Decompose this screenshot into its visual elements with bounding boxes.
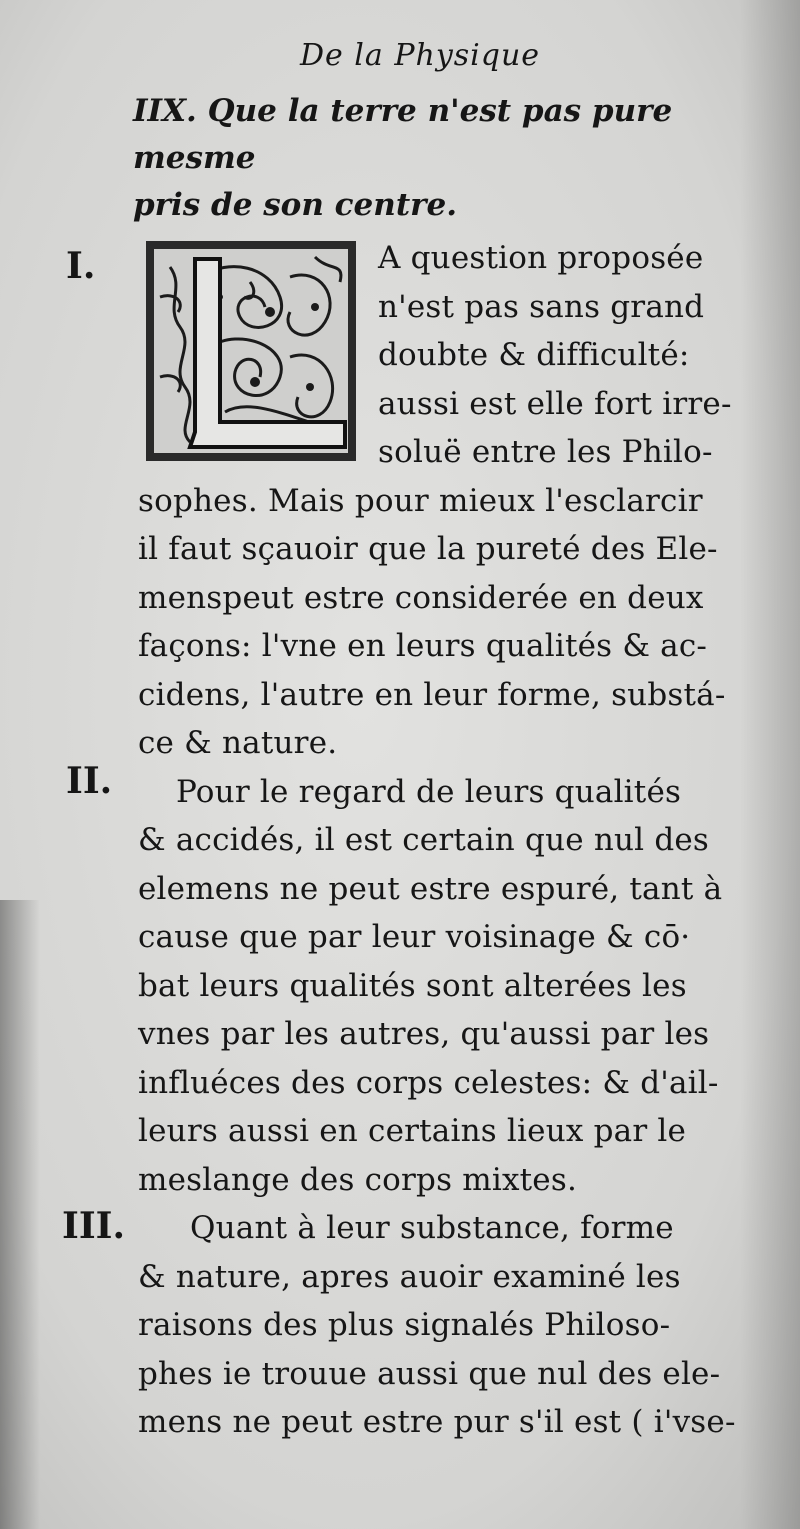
text-line: cause que par leur voisinage & cō· xyxy=(138,919,691,955)
text-line: sophes. Mais pour mieux l'esclarcir xyxy=(138,482,703,519)
text-line: & nature, apres auoir examiné les xyxy=(138,1258,681,1295)
text-line: meslange des corps mixtes. xyxy=(138,1161,578,1198)
text-line: vnes par les autres, qu'aussi par les xyxy=(138,1016,710,1052)
text-line: leurs aussi en certains lieux par le xyxy=(138,1113,687,1149)
section-number: III. xyxy=(62,1205,126,1247)
text-line: influéces des corps celestes: & d'ail- xyxy=(138,1064,719,1101)
section-number: I. xyxy=(66,245,96,287)
page-edge-shadow xyxy=(740,0,800,1529)
text-line: mens ne peut estre pur s'il est ( i'vse- xyxy=(138,1404,736,1440)
text-line: cidens, l'autre en leur forme, substá- xyxy=(138,676,726,713)
section-number: II. xyxy=(66,760,113,802)
text-line: Quant à leur substance, forme xyxy=(190,1210,674,1246)
running-head: De la Physique xyxy=(299,38,541,73)
text-line: bat leurs qualités sont alterées les xyxy=(138,967,687,1004)
text-line: menspeut estre considerée en deux xyxy=(138,579,704,616)
chapter-title xyxy=(133,88,753,229)
text-line: aussi est elle fort irre- xyxy=(378,385,732,422)
text-line: raisons des plus signalés Philoso- xyxy=(138,1307,671,1343)
drop-cap-initial xyxy=(140,237,362,465)
text-line: ce & nature. xyxy=(138,725,338,761)
text-line: n'est pas sans grand xyxy=(378,288,705,325)
text-line: phes ie trouue aussi que nul des ele- xyxy=(138,1355,721,1392)
text-line: A question proposée xyxy=(378,240,704,276)
text-line: il faut sçauoir que la pureté des Ele- xyxy=(138,531,718,567)
text-line: elemens ne peut estre espuré, tant à xyxy=(138,870,723,907)
title-line-2: pris de son centre. xyxy=(133,187,457,223)
title-line-1: IIX. Que la terre n'est pas pure mesme xyxy=(133,93,673,176)
text-line: soluë entre les Philo- xyxy=(378,434,713,470)
text-line: & accidés, il est certain que nul des xyxy=(138,822,710,858)
text-line: Pour le regard de leurs qualités xyxy=(176,773,682,810)
text-line: façons: l'vne en leurs qualités & ac- xyxy=(138,628,708,664)
gutter-shadow xyxy=(0,900,40,1529)
text-line: doubte & difficulté: xyxy=(378,337,690,373)
